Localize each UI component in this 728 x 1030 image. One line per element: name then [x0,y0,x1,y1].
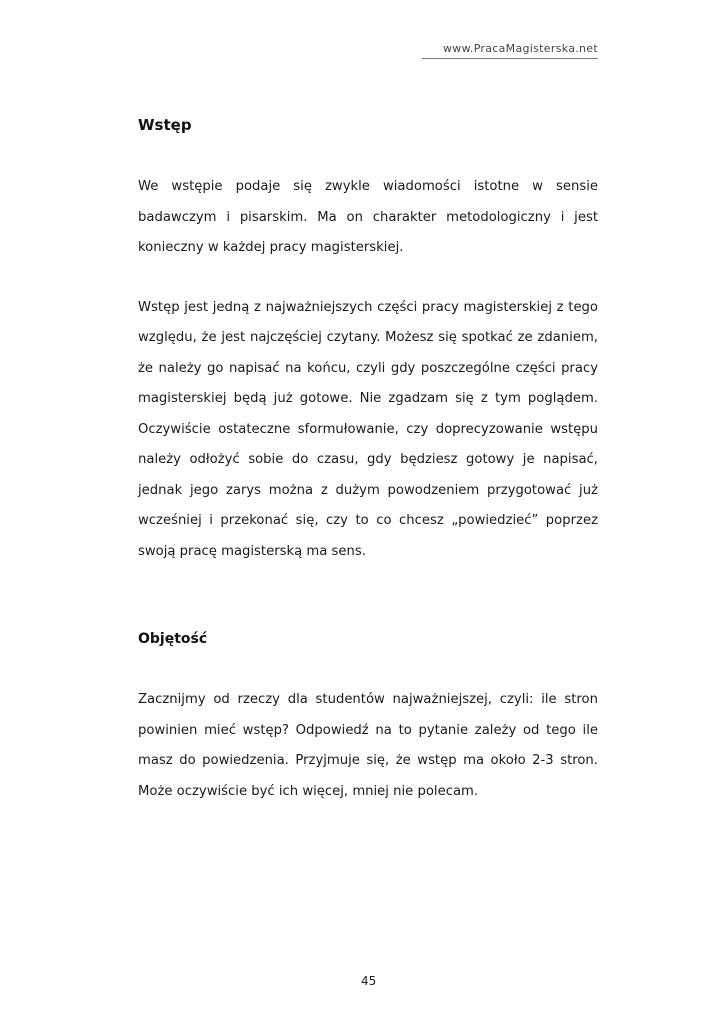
header-url: www.PracaMagisterska.net [443,42,598,55]
intro-paragraph-2: Wstęp jest jedną z najważniejszych części pracy magisterskiej z tego względu, że jest najczęściej czytany. Możesz się spotkać ze zdaniem, że należy go napisać na końcu, czyli gdy poszczególne części pracy magisterskiej będą już gotowe. Nie zgadzam się z tym poglądem. Oczywiście ostateczne sformułowanie, czy doprecyzowanie wstępu należy odłożyć sobie do czasu, gdy będziesz gotowy je napisać, jednak jego zarys można z dużym powodzeniem przygotować już wcześniej i przekonać się, czy to co chcesz „powiedzieć” poprzez swoją pracę magisterską ma sens. [138,299,598,559]
section-heading-volume: Objętość [138,631,208,647]
page-number: 45 [361,974,377,988]
header-divider [422,58,598,59]
intro-paragraph-1: We wstępie podaje się zwykle wiadomości istotne w sensie badawczym i pisarskim. Ma on charakter metodologiczny i jest konieczny w każdej pracy magisterskiej. [138,179,598,255]
page-content [138,116,598,807]
volume-paragraph-1: Zacznijmy od rzeczy dla studentów najważniejszej, czyli: ile stron powinien mieć wstęp? Odpowiedź na to pytanie zależy od tego ile masz do powiedzenia. Przyjmuje się, że wstęp ma około 2-3 stron. Może oczywiście być ich więcej, mniej nie polecam. [138,692,598,799]
section-heading-intro: Wstęp [138,116,192,134]
